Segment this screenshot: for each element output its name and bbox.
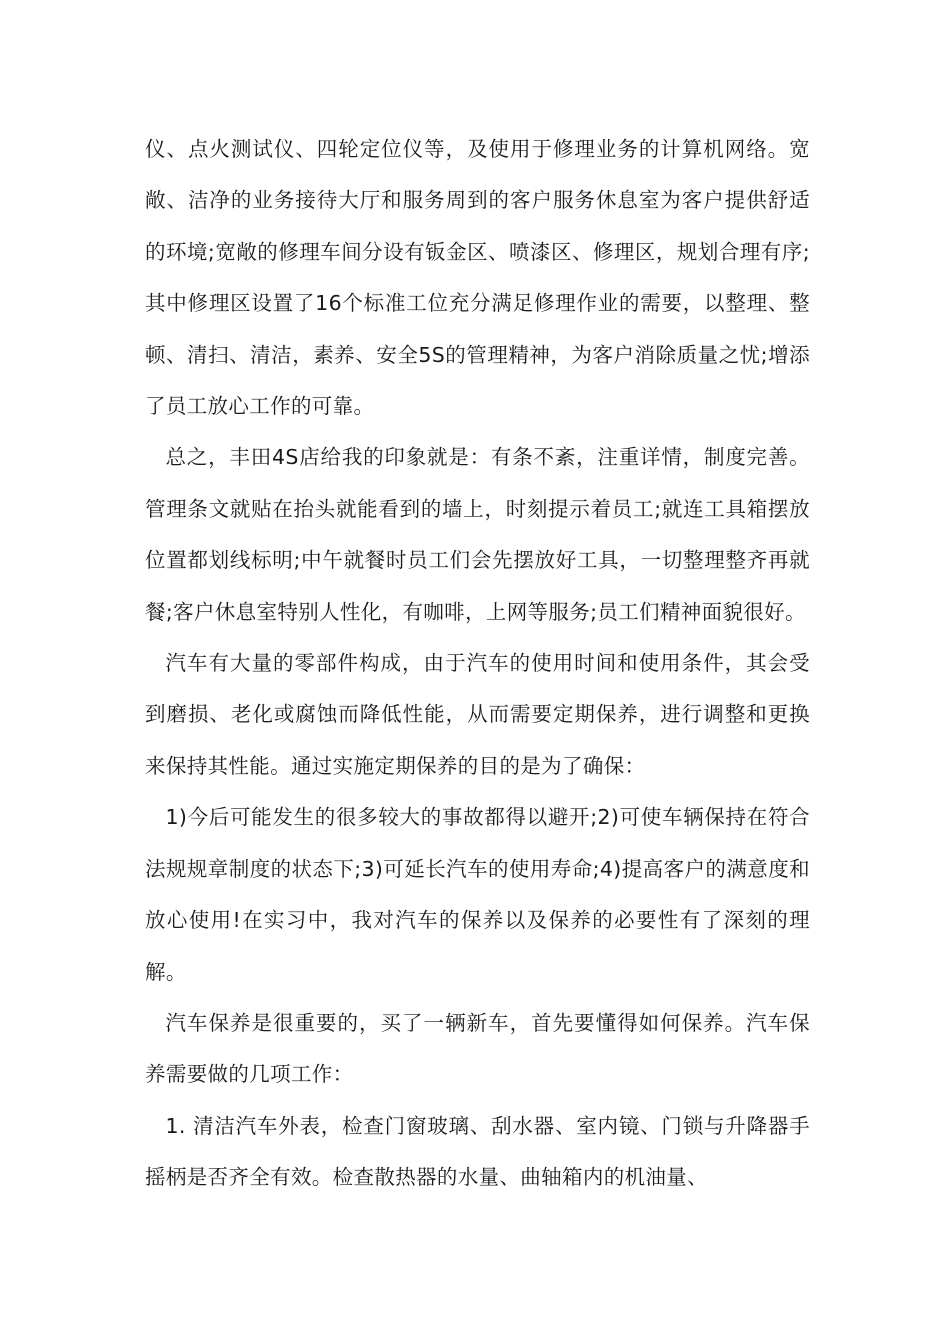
paragraph-maintenance-benefits: 1)今后可能发生的很多较大的事故都得以避开;2)可使车辆保持在符合法规规章制度的状态下;3)可延长汽车的使用寿命;4)提高客户的满意度和放心使用!在实习中，我对汽车的保养以及保养的必要性有了深刻的理解。 — [145, 805, 810, 984]
paragraph-maintenance-intro: 汽车保养是很重要的，买了一辆新车，首先要懂得如何保养。汽车保养需要做的几项工作： — [145, 1010, 810, 1087]
paragraph-maintenance-step-1: 1. 清洁汽车外表，检查门窗玻璃、刮水器、室内镜、门锁与升降器手摇柄是否齐全有效。检查散热器的水量、曲轴箱内的机油量、 — [145, 1113, 810, 1190]
paragraph-facilities: 仪、点火测试仪、四轮定位仪等，及使用于修理业务的计算机网络。宽敞、洁净的业务接待大厅和服务周到的客户服务休息室为客户提供舒适的环境;宽敞的修理车间分设有钣金区、喷漆区、修理区，规划合理有序;其中修理区设置了16个标准工位充分满足修理作业的需要，以整理、整顿、清扫、清洁，素养、安全5S的管理精神，为客户消除质量之忧;增添了员工放心工作的可靠。 — [145, 137, 810, 419]
body-text — [145, 124, 810, 1204]
paragraph-maintenance-purpose: 汽车有大量的零部件构成，由于汽车的使用时间和使用条件，其会受到磨损、老化或腐蚀而降低性能，从而需要定期保养，进行调整和更换来保持其性能。通过实施定期保养的目的是为了确保： — [145, 651, 810, 778]
paragraph-impression: 总之，丰田4S店给我的印象就是：有条不紊，注重详情，制度完善。管理条文就贴在抬头就能看到的墙上，时刻提示着员工;就连工具箱摆放位置都划线标明;中午就餐时员工们会先摆放好工具，一切整理整齐再就餐;客户休息室特别人性化，有咖啡，上网等服务;员工们精神面貌很好。 — [145, 445, 810, 624]
